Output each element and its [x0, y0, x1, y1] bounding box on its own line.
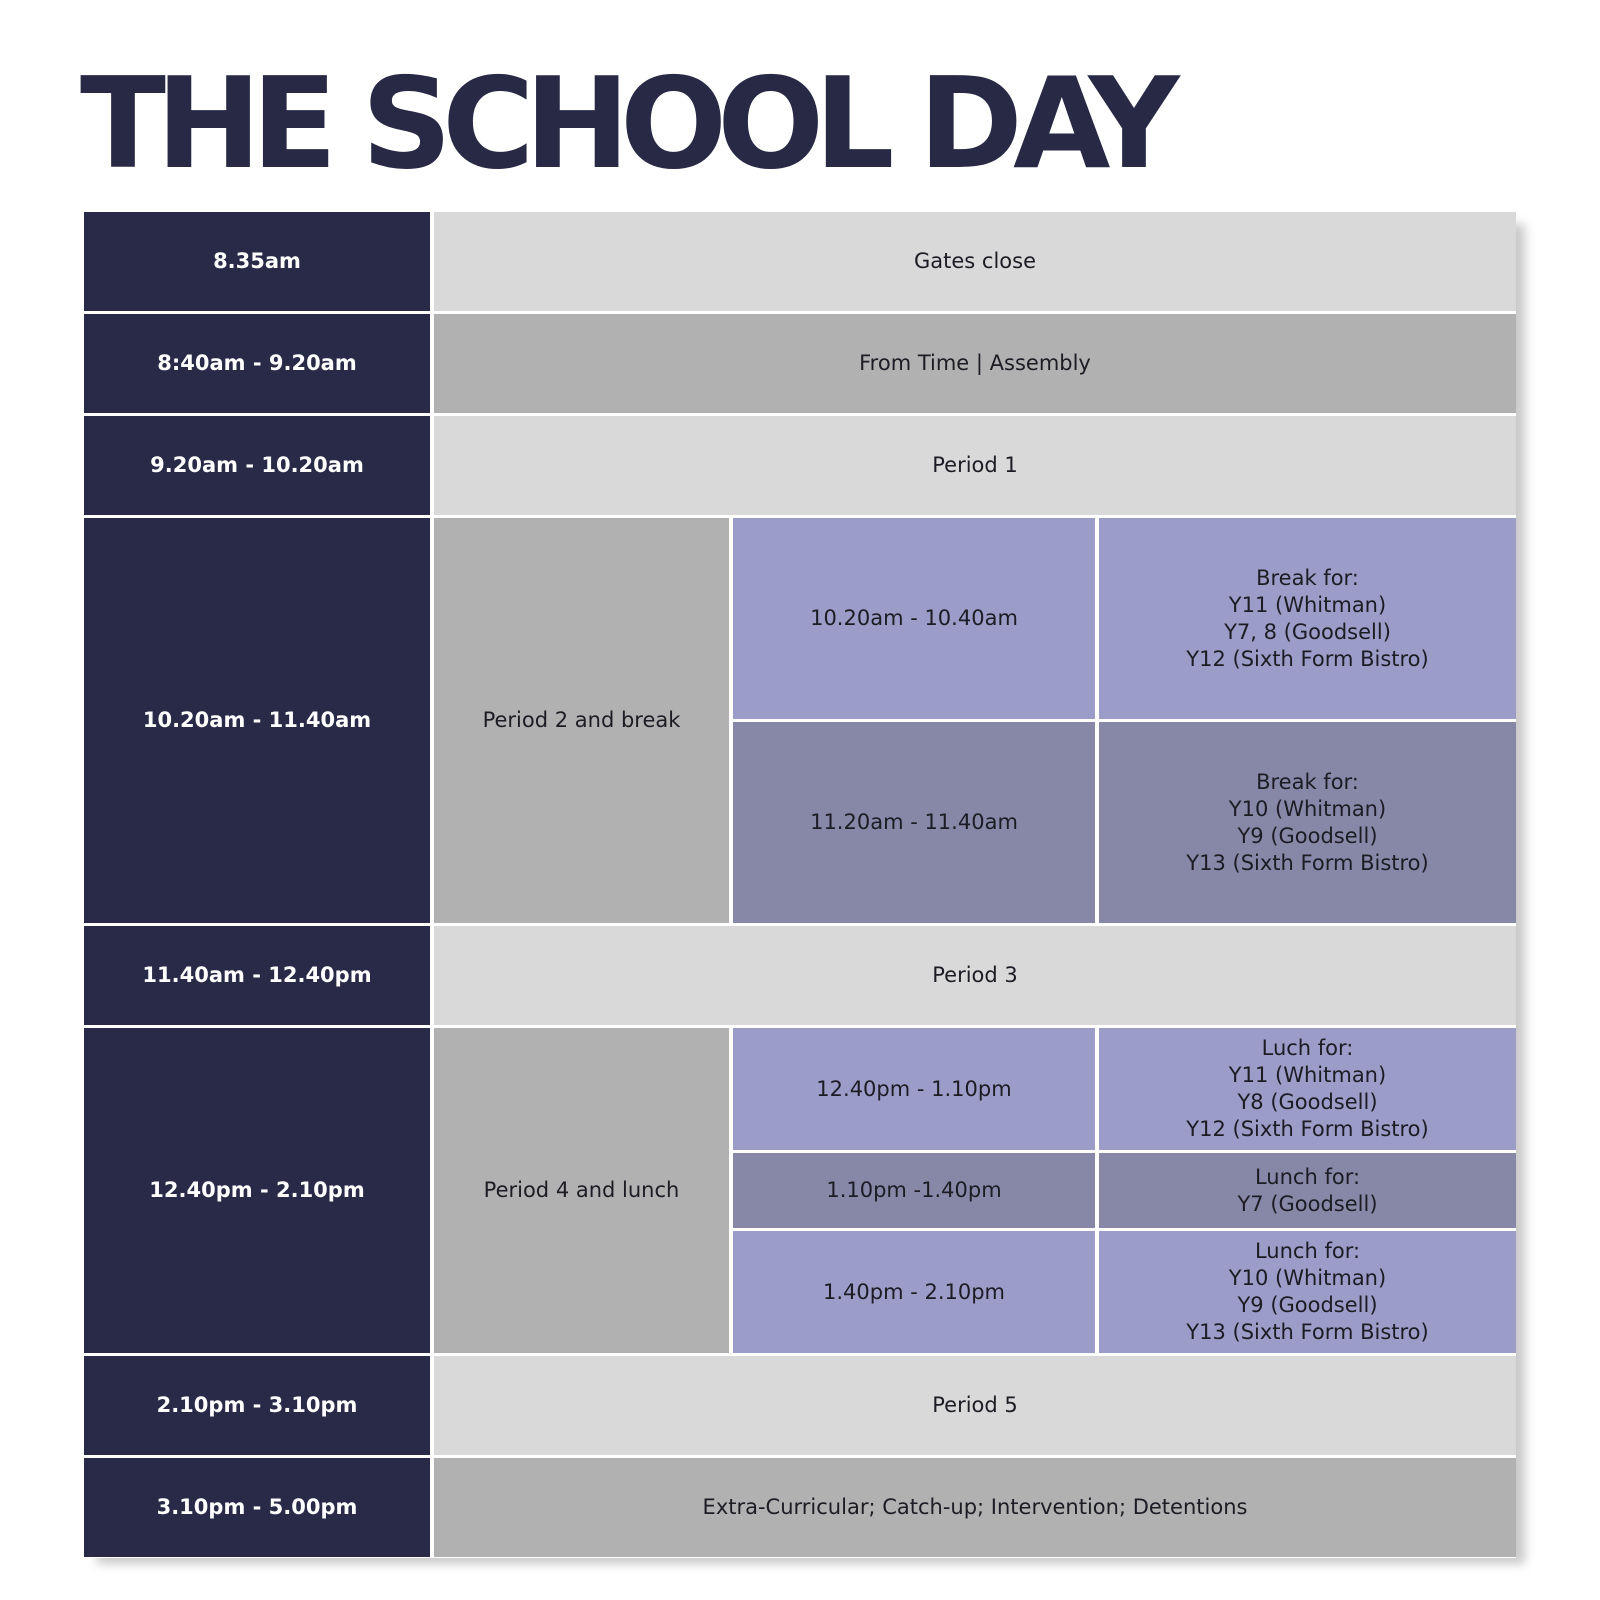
activity-cell-after: Extra-Curricular; Catch-up; Intervention; Detentions: [434, 1458, 1516, 1557]
lunch-detail-line: Y8 (Goodsell): [1237, 1090, 1378, 1114]
page-title: THE SCHOOL DAY: [80, 50, 1170, 197]
activity-cell-period2: Period 2 and break: [434, 518, 729, 923]
break-detail-line: Y12 (Sixth Form Bistro): [1186, 646, 1429, 671]
lunch-detail-cell-2: [1099, 1153, 1516, 1228]
time-cell-gates: 8.35am: [84, 212, 430, 311]
time-cell-after: 3.10pm - 5.00pm: [84, 1458, 430, 1557]
lunch-detail-heading: Lunch for:: [1254, 1164, 1361, 1189]
break-detail-cell-1: [1099, 518, 1516, 719]
lunch-time-cell-3: 1.40pm - 2.10pm: [733, 1231, 1095, 1353]
time-cell-form: 8:40am - 9.20am: [84, 314, 430, 413]
lunch-detail-line: Y9 (Goodsell): [1237, 1293, 1378, 1317]
activity-cell-period4: Period 4 and lunch: [434, 1028, 729, 1353]
time-cell-period3: 11.40am - 12.40pm: [84, 926, 430, 1025]
lunch-time-cell-2: 1.10pm -1.40pm: [733, 1153, 1095, 1228]
break-detail-heading: Break for:: [1256, 769, 1359, 794]
break-detail-line: Y10 (Whitman): [1228, 796, 1387, 821]
break-detail-heading: Break for:: [1256, 565, 1359, 590]
time-cell-period2: 10.20am - 11.40am: [84, 518, 430, 923]
lunch-detail-heading: Lunch for:: [1254, 1239, 1361, 1263]
lunch-detail-line: Y7 (Goodsell): [1237, 1191, 1378, 1216]
schedule-table: [84, 212, 1516, 1558]
time-cell-period1: 9.20am - 10.20am: [84, 416, 430, 515]
break-detail-line: Y7, 8 (Goodsell): [1224, 619, 1391, 644]
break-detail-line: Y9 (Goodsell): [1237, 823, 1378, 848]
lunch-detail-cell-3: [1099, 1231, 1516, 1353]
lunch-detail-line: Y11 (Whitman): [1228, 1063, 1387, 1087]
activity-cell-period5: Period 5: [434, 1356, 1516, 1455]
break-time-cell-2: 11.20am - 11.40am: [733, 722, 1095, 923]
time-cell-period4: 12.40pm - 2.10pm: [84, 1028, 430, 1353]
lunch-detail-heading: Luch for:: [1261, 1036, 1354, 1060]
break-detail-line: Y13 (Sixth Form Bistro): [1186, 850, 1429, 875]
lunch-detail-line: Y10 (Whitman): [1228, 1266, 1387, 1290]
break-time-cell-1: 10.20am - 10.40am: [733, 518, 1095, 719]
break-detail-cell-2: [1099, 722, 1516, 923]
activity-cell-gates: Gates close: [434, 212, 1516, 311]
lunch-detail-cell-1: [1099, 1028, 1516, 1150]
lunch-detail-line: Y12 (Sixth Form Bistro): [1186, 1117, 1429, 1141]
lunch-time-cell-1: 12.40pm - 1.10pm: [733, 1028, 1095, 1150]
activity-cell-form: From Time | Assembly: [434, 314, 1516, 413]
break-detail-line: Y11 (Whitman): [1228, 592, 1387, 617]
lunch-detail-line: Y13 (Sixth Form Bistro): [1186, 1320, 1429, 1344]
activity-cell-period3: Period 3: [434, 926, 1516, 1025]
activity-cell-period1: Period 1: [434, 416, 1516, 515]
time-cell-period5: 2.10pm - 3.10pm: [84, 1356, 430, 1455]
